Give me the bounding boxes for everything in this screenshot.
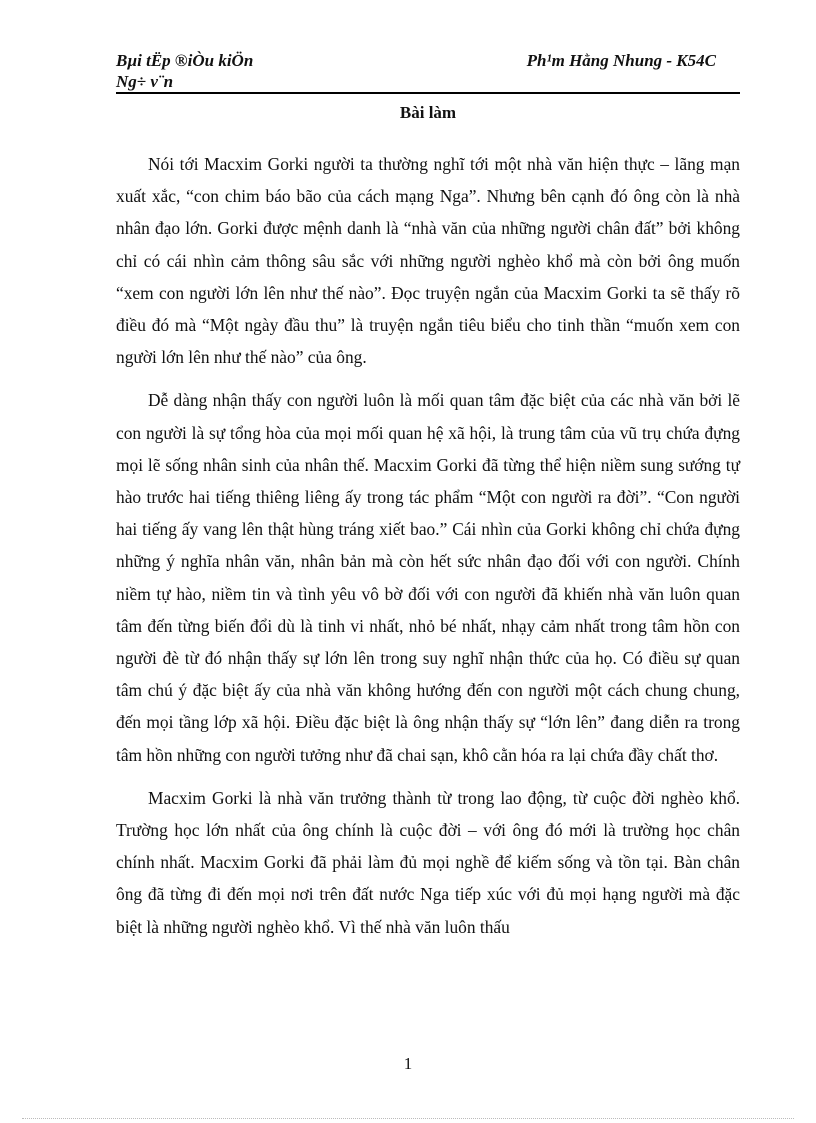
page-header: [116, 50, 740, 94]
header-course: [116, 50, 253, 92]
page-number: 1: [403, 1054, 413, 1073]
document-body: [116, 148, 740, 954]
header-course-line1: Bµi tËp ®iÒu kiÖn: [116, 51, 254, 70]
header-course-line2: Ng÷ v¨n: [116, 72, 174, 91]
paragraph: Dễ dàng nhận thấy con người luôn là mối quan tâm đặc biệt của các nhà văn bởi lẽ con người là sự tổng hòa của mọi mối quan hệ xã hội, là trung tâm của vũ trụ chứa đựng mọi lẽ sống nhân sinh của nhân thế. Macxim Gorki đã từng thể hiện niềm sung sướng tự hào trước hai tiếng thiêng liêng ấy trong tác phẩm “Một con người ra đời”. “Con người hai tiếng ấy vang lên thật hùng tráng xiết bao.” Cái nhìn của Gorki không chỉ chứa đựng những ý nghĩa nhân văn, nhân bản mà còn hết sức nhân đạo đối với con người. Chính niềm tự hào, niềm tin và tình yêu vô bờ đối với con người đã khiến nhà văn luôn quan tâm đến từng biến đổi dù là tinh vi nhất, nhỏ bé nhất, nhạy cảm nhất trong tâm hồn con người đè từ đó nhận thấy sự lớn lên trong suy nghĩ nhận thức của họ. Có điều sự quan tâm chú ý đặc biệt ấy của nhà văn không hướng đến con người một cách chung chung, đến mọi tầng lớp xã hội. Điều đặc biệt là ông nhận thấy sự “lớn lên” đang diễn ra trong tâm hồn những con người tưởng như đã chai sạn, khô cằn hóa ra lại chứa đầy chất thơ.: [116, 390, 740, 765]
paragraph: Nói tới Macxim Gorki người ta thường nghĩ tới một nhà văn hiện thực – lãng mạn xuất xắc, “con chim báo bão của cách mạng Nga”. Nhưng bên cạnh đó ông còn là nhà nhân đạo lớn. Gorki được mệnh danh là “nhà văn của những người chân đất” bởi không chỉ có cái nhìn cảm thông sâu sắc với những người nghèo khổ mà còn bởi ông muốn “xem con người lớn lên như thế nào”. Đọc truyện ngắn của Macxim Gorki ta sẽ thấy rõ điều đó mà “Một ngày đầu thu” là truyện ngắn tiêu biểu cho tinh thần “muốn xem con người lớn lên như thế nào” của ông.: [116, 154, 740, 368]
paragraph: Macxim Gorki là nhà văn trưởng thành từ trong lao động, từ cuộc đời nghèo khổ. Trường học lớn nhất của ông chính là cuộc đời – với ông đó mới là trường học chân chính nhất. Macxim Gorki đã phải làm đủ mọi nghề để kiếm sống và tồn tại. Bàn chân ông đã từng đi đến mọi nơi trên đất nước Nga tiếp xúc với đủ mọi hạng người mà đặc biệt là những người nghèo khổ. Vì thế nhà văn luôn thấu: [116, 787, 740, 937]
header-author: Ph¹m Hằng Nhung - K54C: [526, 51, 716, 70]
document-title: Bài làm: [399, 103, 457, 122]
page-bottom-divider: [22, 1118, 794, 1119]
